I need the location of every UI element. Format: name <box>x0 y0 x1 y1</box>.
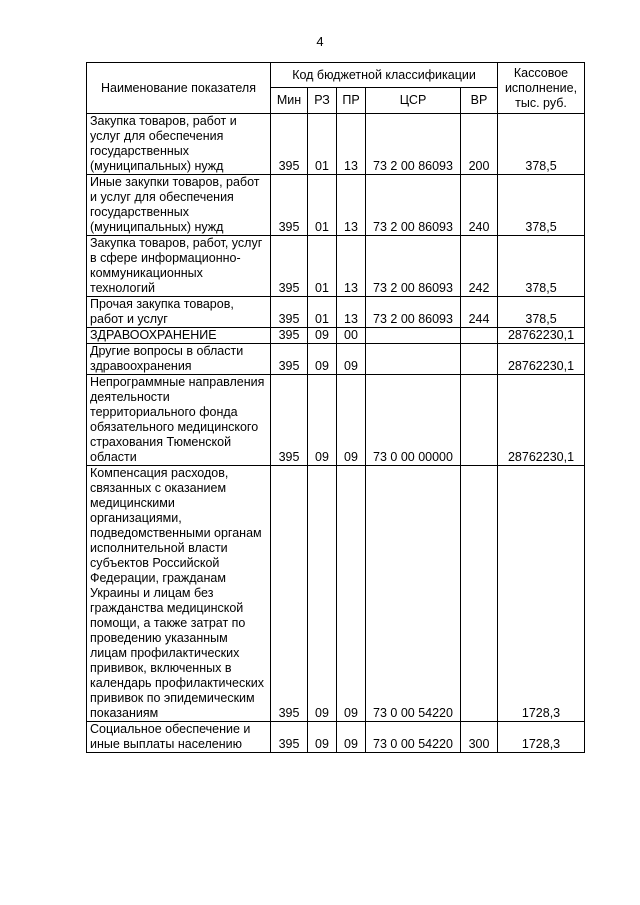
row-rz: 09 <box>308 344 337 375</box>
row-pr: 09 <box>337 466 366 722</box>
row-pr: 13 <box>337 236 366 297</box>
row-name: Иные закупки товаров, работ и услуг для обеспечения государственных (муниципальных) нужд <box>87 175 271 236</box>
row-vr <box>461 466 498 722</box>
row-name: Закупка товаров, работ, услуг в сфере информационно-коммуникационных технологий <box>87 236 271 297</box>
row-rz: 09 <box>308 328 337 344</box>
row-rz: 01 <box>308 114 337 175</box>
row-min: 395 <box>271 175 308 236</box>
row-min: 395 <box>271 297 308 328</box>
row-min: 395 <box>271 466 308 722</box>
row-name: ЗДРАВООХРАНЕНИЕ <box>87 328 271 344</box>
row-pr: 09 <box>337 722 366 753</box>
row-rz: 01 <box>308 236 337 297</box>
header-vr: ВР <box>461 88 498 114</box>
row-min: 395 <box>271 375 308 466</box>
row-name: Другие вопросы в области здравоохранения <box>87 344 271 375</box>
header-code-group: Код бюджетной классификации <box>271 63 498 88</box>
row-vr <box>461 328 498 344</box>
row-amount: 28762230,1 <box>498 375 585 466</box>
row-name: Закупка товаров, работ и услуг для обеспечения государственных (муниципальных) нужд <box>87 114 271 175</box>
row-csr: 73 2 00 86093 <box>366 236 461 297</box>
row-vr <box>461 375 498 466</box>
row-name: Непрограммные направления деятельности территориального фонда обязательного медицинского страхования Тюменской области <box>87 375 271 466</box>
table-row <box>87 114 585 175</box>
row-pr: 09 <box>337 375 366 466</box>
row-amount: 378,5 <box>498 175 585 236</box>
row-min: 395 <box>271 236 308 297</box>
header-min: Мин <box>271 88 308 114</box>
row-rz: 09 <box>308 466 337 722</box>
row-rz: 01 <box>308 297 337 328</box>
row-csr <box>366 328 461 344</box>
row-amount: 378,5 <box>498 114 585 175</box>
row-min: 395 <box>271 328 308 344</box>
row-amount: 1728,3 <box>498 466 585 722</box>
row-pr: 13 <box>337 114 366 175</box>
budget-table <box>86 62 585 753</box>
row-min: 395 <box>271 114 308 175</box>
row-pr: 13 <box>337 297 366 328</box>
row-vr: 200 <box>461 114 498 175</box>
row-min: 395 <box>271 722 308 753</box>
row-pr: 00 <box>337 328 366 344</box>
header-csr: ЦСР <box>366 88 461 114</box>
page-number: 4 <box>316 34 324 49</box>
row-csr: 73 2 00 86093 <box>366 114 461 175</box>
row-amount: 28762230,1 <box>498 328 585 344</box>
row-csr <box>366 344 461 375</box>
row-vr <box>461 344 498 375</box>
row-name: Компенсация расходов, связанных с оказанием медицинскими организациями, подведомственными органам исполнительной власти субъектов Российской Федерации, гражданам Украины и лицам без гражданства медицинской помощи, а также затрат по проведению указанным лицам профилактических прививок, включенных в календарь профилактических прививок по эпидемическим показаниям <box>87 466 271 722</box>
row-amount: 378,5 <box>498 297 585 328</box>
header-pr: ПР <box>337 88 366 114</box>
row-vr: 300 <box>461 722 498 753</box>
table-row <box>87 297 585 328</box>
row-amount: 28762230,1 <box>498 344 585 375</box>
header-rz: РЗ <box>308 88 337 114</box>
table-row <box>87 236 585 297</box>
row-rz: 09 <box>308 722 337 753</box>
row-vr: 242 <box>461 236 498 297</box>
row-amount: 1728,3 <box>498 722 585 753</box>
table-row <box>87 175 585 236</box>
row-amount: 378,5 <box>498 236 585 297</box>
header-name: Наименование показателя <box>87 63 271 114</box>
row-rz: 09 <box>308 375 337 466</box>
row-name: Прочая закупка товаров, работ и услуг <box>87 297 271 328</box>
row-csr: 73 0 00 00000 <box>366 375 461 466</box>
table-row <box>87 722 585 753</box>
row-csr: 73 0 00 54220 <box>366 722 461 753</box>
row-name: Социальное обеспечение и иные выплаты населению <box>87 722 271 753</box>
table-row <box>87 328 585 344</box>
table-row <box>87 344 585 375</box>
row-rz: 01 <box>308 175 337 236</box>
table-row <box>87 466 585 722</box>
row-vr: 244 <box>461 297 498 328</box>
table-row <box>87 375 585 466</box>
row-csr: 73 2 00 86093 <box>366 175 461 236</box>
row-min: 395 <box>271 344 308 375</box>
row-pr: 09 <box>337 344 366 375</box>
row-pr: 13 <box>337 175 366 236</box>
header-amount: Кассовое исполнение, тыс. руб. <box>498 63 585 114</box>
row-csr: 73 2 00 86093 <box>366 297 461 328</box>
row-csr: 73 0 00 54220 <box>366 466 461 722</box>
row-vr: 240 <box>461 175 498 236</box>
